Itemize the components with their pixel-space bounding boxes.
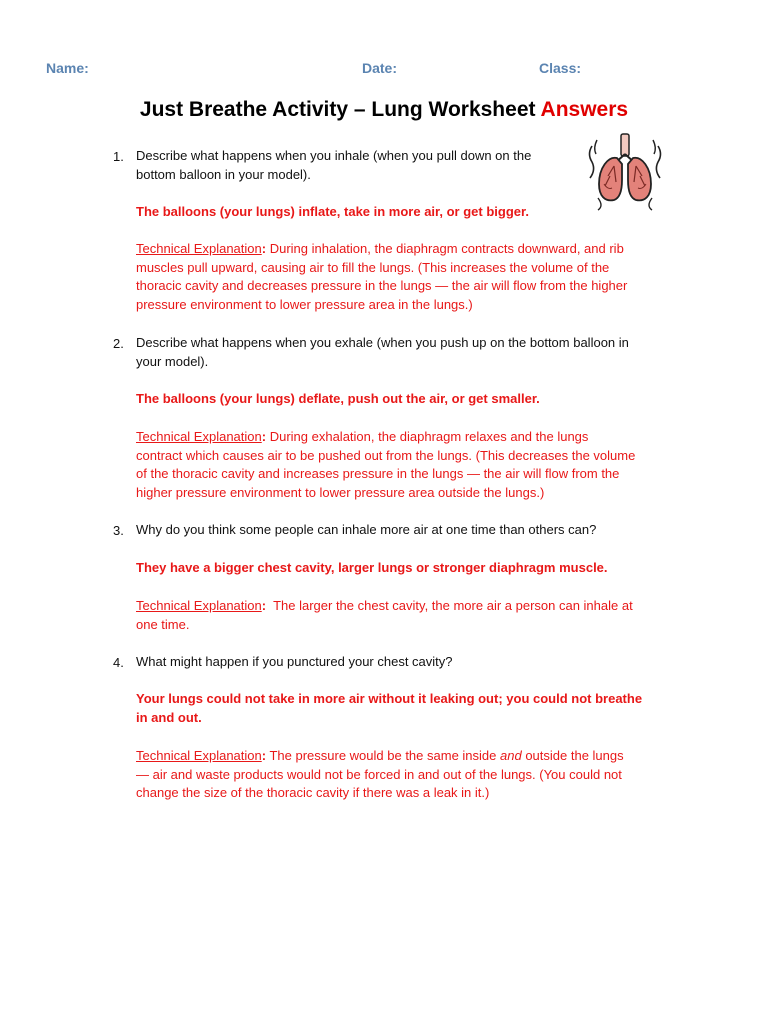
tech-line: thoracic cavity and decreases pressure in the lungs — the air will flow from the higher [136,278,628,293]
question-1-text [136,147,531,184]
tech-line: muscles pull upward, causing air to fill the lungs. (This increases the volume of the [136,259,610,275]
technical-explanation-3 [136,597,633,634]
tech-label: Technical Explanation [136,429,262,444]
question-1-line: Describe what happens when you inhale (when you pull down on the [136,148,532,163]
name-label: Name: [46,60,89,76]
tech-line: The pressure would be the same inside [266,748,500,763]
tech-line: During inhalation, the diaphragm contracts downward, and rib [266,241,624,256]
page-title [0,98,768,122]
tech-line: higher pressure environment to lower pressure area outside the lungs.) [136,484,545,500]
title-main: Just Breathe Activity – Lung Worksheet [139,98,541,121]
question-2-line: Describe what happens when you exhale (when you push up on the bottom balloon in [136,335,629,350]
tech-line: pressure environment to lower pressure area in the lungs.) [136,296,473,312]
question-3-text: Why do you think some people can inhale more air at one time than others can? [136,522,597,537]
tech-line: change the size of the thoracic cavity if there was a leak in it.) [136,785,490,800]
answer-3: They have a bigger chest cavity, larger lungs or stronger diaphragm muscle. [136,560,608,575]
tech-line: contract which causes air to be pushed out from the lungs. (This decreases the volume [136,447,636,463]
tech-label: Technical Explanation [136,598,262,613]
tech-label: Technical Explanation [136,241,262,256]
technical-explanation-1 [136,240,627,314]
question-1-number: 1. [113,149,124,164]
tech-label: Technical Explanation [136,748,262,763]
tech-colon: : [261,429,267,444]
tech-line: The larger the chest cavity, the more air a person can inhale at [266,598,633,613]
question-2-number: 2. [113,336,124,351]
tech-colon: : [261,748,267,763]
technical-explanation-4 [136,747,624,803]
question-4-text: What might happen if you punctured your chest cavity? [136,654,453,669]
answer-4-line: in and out. [136,709,202,725]
tech-line: one time. [136,616,190,632]
tech-colon: : [261,241,267,256]
tech-line: outside the lungs [521,748,624,763]
answer-4 [136,690,642,727]
answer-4-line: Your lungs could not take in more air without it leaking out; you could not breathe [136,691,643,706]
question-1-line: bottom balloon in your model). [136,166,311,182]
question-4-number: 4. [113,655,124,670]
date-label: Date: [362,60,398,76]
question-2-line: your model). [136,353,209,369]
tech-emphasis: and [500,748,522,763]
lungs-icon [584,132,666,212]
tech-line: — air and waste products would not be forced in and out of the lungs. (You could not [136,766,622,782]
title-highlight: Answers [540,98,629,121]
tech-line: During exhalation, the diaphragm relaxes and the lungs [266,429,589,444]
class-label: Class: [539,60,582,76]
tech-line: of the thoracic cavity and increases pressure in the lungs — the air will flow from the [136,466,620,481]
tech-colon: : [261,598,267,613]
technical-explanation-2 [136,428,635,502]
answer-1: The balloons (your lungs) inflate, take in more air, or get bigger. [136,204,529,219]
question-3-number: 3. [113,523,124,538]
answer-2: The balloons (your lungs) deflate, push out the air, or get smaller. [136,391,540,406]
question-2-text [136,334,629,371]
